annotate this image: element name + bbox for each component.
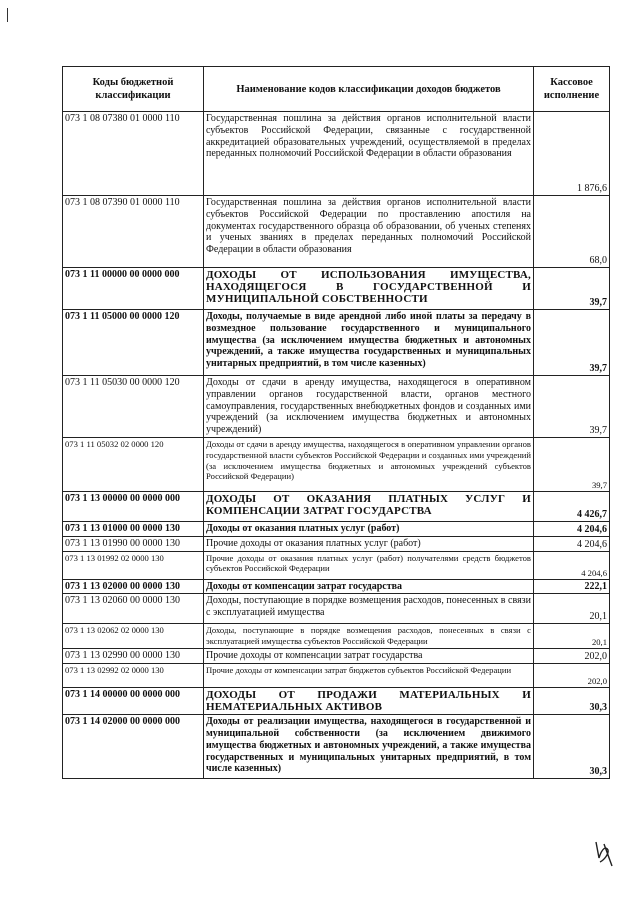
table-row [63, 536, 610, 551]
row-name: Доходы, поступающие в порядке возмещения расходов, понесенных в связи с эксплуатацией имущества [204, 594, 534, 624]
row-code: 073 1 11 05000 00 0000 120 [63, 310, 204, 376]
row-sum: 202,0 [534, 648, 610, 663]
row-name: Прочие доходы от компенсации затрат государства [204, 648, 534, 663]
row-code: 073 1 11 00000 00 0000 000 [63, 268, 204, 310]
row-code: 073 1 11 05032 02 0000 120 [63, 437, 204, 491]
row-name: Доходы от компенсации затрат государства [204, 579, 534, 594]
header-execution: Кассовое исполнение [534, 67, 610, 112]
row-code: 073 1 13 00000 00 0000 000 [63, 491, 204, 521]
row-name: Доходы, получаемые в виде арендной либо иной платы за передачу в возмездное пользование государственного и муниципального имущества (за исключением имущества бюджетных и автономных учреждений, а также имущества государственных и муниципальных унитарных предприятий, в том числе казенных) [204, 310, 534, 376]
row-sum: 4 204,6 [534, 536, 610, 551]
page-edge-mark [7, 8, 8, 22]
row-code: 073 1 13 02000 00 0000 130 [63, 579, 204, 594]
header-codes: Коды бюджетной классификации [63, 67, 204, 112]
table-row [63, 551, 610, 579]
row-code: 073 1 14 00000 00 0000 000 [63, 687, 204, 714]
row-name: Доходы от сдачи в аренду имущества, находящегося в оперативном управлении органов государственной власти, органов местного самоуправления, государственных внебюджетных фондов и созданных ими учреждений (за исключением имущества бюджетных и автономных учреждений) [204, 376, 534, 438]
row-name: ДОХОДЫ ОТ ИСПОЛЬЗОВАНИЯ ИМУЩЕСТВА, НАХОДЯЩЕГОСЯ В ГОСУДАРСТВЕННОЙ И МУНИЦИПАЛЬНОЙ СОБСТВЕННОСТИ [204, 268, 534, 310]
row-code: 073 1 08 07380 01 0000 110 [63, 112, 204, 196]
table-row [63, 624, 610, 649]
row-code: 073 1 13 02992 02 0000 130 [63, 663, 204, 687]
handwritten-signature [590, 838, 616, 872]
table-row [63, 196, 610, 268]
row-sum: 39,7 [534, 437, 610, 491]
row-sum: 4 204,6 [534, 521, 610, 536]
row-sum: 1 876,6 [534, 112, 610, 196]
row-code: 073 1 08 07390 01 0000 110 [63, 196, 204, 268]
table-row [63, 310, 610, 376]
row-code: 073 1 11 05030 00 0000 120 [63, 376, 204, 438]
row-sum: 39,7 [534, 310, 610, 376]
row-code: 073 1 14 02000 00 0000 000 [63, 715, 204, 779]
table-row [63, 521, 610, 536]
row-sum: 4 204,6 [534, 551, 610, 579]
table-row [63, 376, 610, 438]
row-code: 073 1 13 02062 02 0000 130 [63, 624, 204, 649]
row-name: Прочие доходы от оказания платных услуг (работ) [204, 536, 534, 551]
table-row [63, 687, 610, 714]
row-name: Доходы, поступающие в порядке возмещения расходов, понесенных в связи с эксплуатацией имущества субъектов Российской Федерации [204, 624, 534, 649]
row-code: 073 1 13 02990 00 0000 130 [63, 648, 204, 663]
row-sum: 30,3 [534, 715, 610, 779]
row-sum: 39,7 [534, 376, 610, 438]
row-name: Доходы от оказания платных услуг (работ) [204, 521, 534, 536]
table-row [63, 715, 610, 779]
table-row [63, 648, 610, 663]
table-row [63, 268, 610, 310]
row-code: 073 1 13 02060 00 0000 130 [63, 594, 204, 624]
row-name: Государственная пошлина за действия органов исполнительной власти субъектов Российской Федерации, связанные с государственной аккредитацией образовательных учреждений, осуществляемой в пределах переданных полномочий Российской Федерации в области образования [204, 112, 534, 196]
row-sum: 68,0 [534, 196, 610, 268]
table-row [63, 437, 610, 491]
row-sum: 20,1 [534, 594, 610, 624]
row-name: Прочие доходы от оказания платных услуг (работ) получателями средств бюджетов субъектов Российской Федерации [204, 551, 534, 579]
row-name: Прочие доходы от компенсации затрат бюджетов субъектов Российской Федерации [204, 663, 534, 687]
row-sum: 4 426,7 [534, 491, 610, 521]
row-sum: 222,1 [534, 579, 610, 594]
row-sum: 39,7 [534, 268, 610, 310]
row-code: 073 1 13 01000 00 0000 130 [63, 521, 204, 536]
row-name: ДОХОДЫ ОТ ОКАЗАНИЯ ПЛАТНЫХ УСЛУГ И КОМПЕНСАЦИИ ЗАТРАТ ГОСУДАРСТВА [204, 491, 534, 521]
row-name: Доходы от реализации имущества, находящегося в государственной и муниципальной собственности (за исключением движимого имущества бюджетных и автономных учреждений, а также имущества государственных и муниципальных унитарных предприятий, в том числе казенных) [204, 715, 534, 779]
table-row [63, 491, 610, 521]
row-sum: 30,3 [534, 687, 610, 714]
table-row [63, 579, 610, 594]
row-name: Доходы от сдачи в аренду имущества, находящегося в оперативном управлении органов государственной власти субъектов Российской Федерации и созданных ими учреждений (за исключением имущества бюджетных и автономных учреждений субъектов Российской Федерации) [204, 437, 534, 491]
table-header-row [63, 67, 610, 112]
header-names: Наименование кодов классификации доходов бюджетов [204, 67, 534, 112]
row-sum: 20,1 [534, 624, 610, 649]
table-row [63, 663, 610, 687]
row-sum: 202,0 [534, 663, 610, 687]
row-name: ДОХОДЫ ОТ ПРОДАЖИ МАТЕРИАЛЬНЫХ И НЕМАТЕРИАЛЬНЫХ АКТИВОВ [204, 687, 534, 714]
row-name: Государственная пошлина за действия органов исполнительной власти субъектов Российской Федерации по проставлению апостиля на документах государственного образца об образовании, об ученых степенях и ученых званиях в пределах переданных полномочий Российской Федерации в области образования [204, 196, 534, 268]
table-row [63, 112, 610, 196]
table-row [63, 594, 610, 624]
row-code: 073 1 13 01992 02 0000 130 [63, 551, 204, 579]
row-code: 073 1 13 01990 00 0000 130 [63, 536, 204, 551]
budget-revenue-table [62, 66, 610, 779]
